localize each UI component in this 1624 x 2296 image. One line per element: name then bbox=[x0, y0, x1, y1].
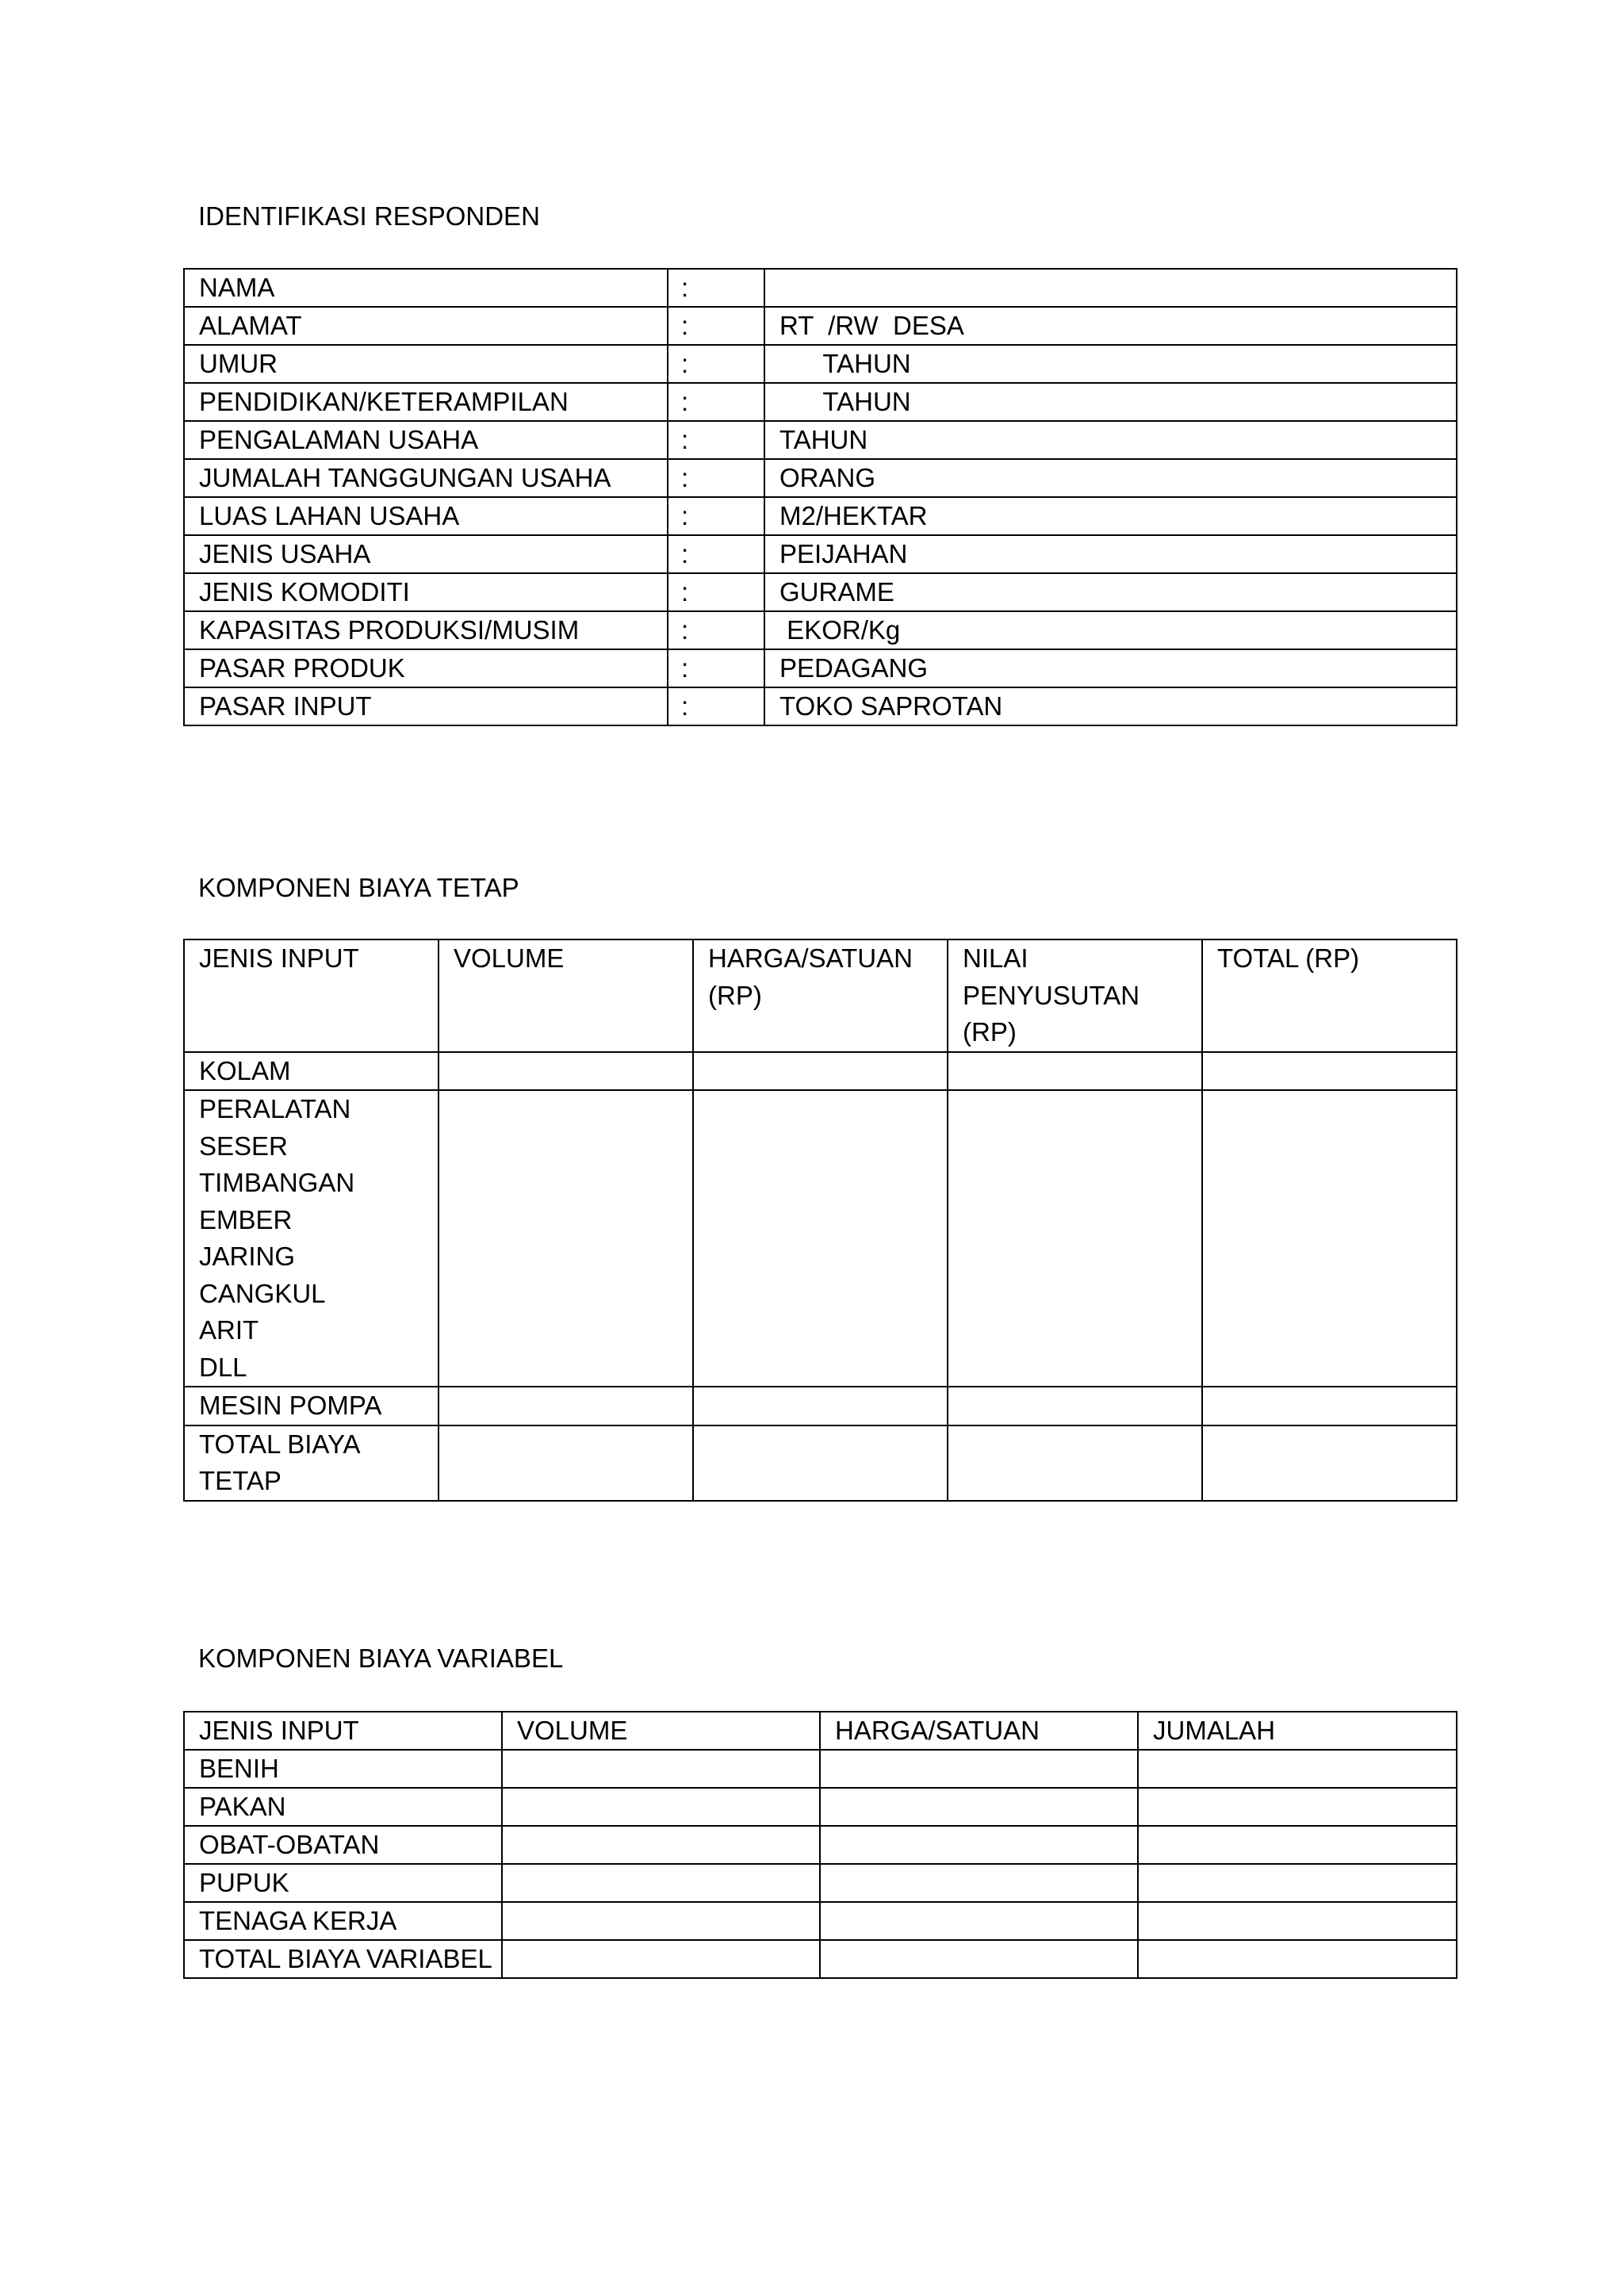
row-label: PUPUK bbox=[184, 1864, 502, 1902]
field-value: PEDAGANG bbox=[764, 649, 1457, 687]
tool-item: PERALATAN bbox=[199, 1094, 351, 1123]
tool-item: SESER bbox=[199, 1131, 288, 1161]
header-harga-satuan bbox=[693, 939, 948, 1052]
row-label-total-biaya-tetap bbox=[184, 1425, 439, 1501]
table-row bbox=[184, 573, 1457, 611]
table-row bbox=[184, 1826, 1457, 1864]
total-label-line: TOTAL BIAYA bbox=[199, 1429, 361, 1459]
cell-harga-satuan bbox=[693, 1425, 948, 1501]
empty-cell bbox=[820, 1826, 1138, 1864]
column-header: VOLUME bbox=[502, 1712, 820, 1750]
table-row bbox=[184, 649, 1457, 687]
field-value: TOKO SAPROTAN bbox=[764, 687, 1457, 725]
cell-total bbox=[1202, 1425, 1457, 1501]
tool-item: ARIT bbox=[199, 1315, 259, 1345]
header-nilai-penyusutan bbox=[948, 939, 1202, 1052]
field-separator: : bbox=[668, 649, 764, 687]
section-title-fixed-costs: KOMPONEN BIAYA TETAP bbox=[198, 873, 519, 902]
field-value: ORANG bbox=[764, 459, 1457, 497]
table-row bbox=[184, 1940, 1457, 1978]
field-separator: : bbox=[668, 383, 764, 421]
variable-costs-header-row bbox=[184, 1712, 1457, 1750]
field-separator: : bbox=[668, 269, 764, 307]
table-row bbox=[184, 1090, 1457, 1387]
empty-cell bbox=[1138, 1826, 1457, 1864]
field-label: JENIS USAHA bbox=[184, 535, 668, 573]
tool-item: TIMBANGAN bbox=[199, 1168, 355, 1197]
table-row bbox=[184, 307, 1457, 345]
header-text: (RP) bbox=[963, 1017, 1017, 1047]
tool-item: CANGKUL bbox=[199, 1278, 326, 1308]
field-label: PASAR PRODUK bbox=[184, 649, 668, 687]
cell-total bbox=[1202, 1387, 1457, 1425]
cell-nilai-penyusutan bbox=[948, 1425, 1202, 1501]
tool-item: EMBER bbox=[199, 1204, 293, 1234]
field-separator: : bbox=[668, 535, 764, 573]
table-row bbox=[184, 1387, 1457, 1425]
variable-costs-table bbox=[183, 1711, 1457, 1979]
field-value: EKOR/Kg bbox=[764, 611, 1457, 649]
row-label: BENIH bbox=[184, 1750, 502, 1788]
field-label: PASAR INPUT bbox=[184, 687, 668, 725]
table-row bbox=[184, 535, 1457, 573]
tool-item: DLL bbox=[199, 1352, 247, 1382]
empty-cell bbox=[820, 1940, 1138, 1978]
table-row bbox=[184, 1425, 1457, 1501]
section-title-variable-costs: KOMPONEN BIAYA VARIABEL bbox=[198, 1644, 564, 1673]
field-separator: : bbox=[668, 611, 764, 649]
field-label: NAMA bbox=[184, 269, 668, 307]
header-text: NILAI bbox=[963, 943, 1028, 973]
cell-total bbox=[1202, 1090, 1457, 1387]
column-header: JENIS INPUT bbox=[184, 1712, 502, 1750]
empty-cell bbox=[502, 1902, 820, 1940]
field-label: LUAS LAHAN USAHA bbox=[184, 497, 668, 535]
total-label-line: TETAP bbox=[199, 1466, 282, 1495]
empty-cell bbox=[502, 1940, 820, 1978]
field-value: TAHUN bbox=[764, 421, 1457, 459]
cell-volume bbox=[439, 1387, 693, 1425]
row-label-peralatan bbox=[184, 1090, 439, 1387]
field-value: TAHUN bbox=[764, 383, 1457, 421]
header-text: TOTAL (RP) bbox=[1217, 943, 1360, 973]
field-value: RT /RW DESA bbox=[764, 307, 1457, 345]
table-row bbox=[184, 383, 1457, 421]
field-separator: : bbox=[668, 687, 764, 725]
table-row bbox=[184, 1864, 1457, 1902]
cell-nilai-penyusutan bbox=[948, 1052, 1202, 1091]
empty-cell bbox=[502, 1826, 820, 1864]
row-label-mesin-pompa: MESIN POMPA bbox=[184, 1387, 439, 1425]
cell-volume bbox=[439, 1090, 693, 1387]
empty-cell bbox=[1138, 1750, 1457, 1788]
table-row bbox=[184, 1750, 1457, 1788]
field-value: TAHUN bbox=[764, 345, 1457, 383]
table-row bbox=[184, 459, 1457, 497]
header-text: JENIS INPUT bbox=[199, 943, 359, 973]
cell-nilai-penyusutan bbox=[948, 1387, 1202, 1425]
field-separator: : bbox=[668, 421, 764, 459]
cell-nilai-penyusutan bbox=[948, 1090, 1202, 1387]
cell-volume bbox=[439, 1052, 693, 1091]
empty-cell bbox=[1138, 1902, 1457, 1940]
empty-cell bbox=[502, 1864, 820, 1902]
empty-cell bbox=[820, 1864, 1138, 1902]
field-value bbox=[764, 269, 1457, 307]
fixed-costs-header-row bbox=[184, 939, 1457, 1052]
fixed-costs-table bbox=[183, 939, 1457, 1502]
header-total bbox=[1202, 939, 1457, 1052]
table-row bbox=[184, 1052, 1457, 1091]
empty-cell bbox=[820, 1788, 1138, 1826]
tool-item: JARING bbox=[199, 1242, 296, 1271]
identification-table bbox=[183, 268, 1457, 726]
cell-volume bbox=[439, 1425, 693, 1501]
header-jenis-input bbox=[184, 939, 439, 1052]
header-text: PENYUSUTAN bbox=[963, 980, 1140, 1010]
field-separator: : bbox=[668, 459, 764, 497]
field-label: JUMALAH TANGGUNGAN USAHA bbox=[184, 459, 668, 497]
cell-harga-satuan bbox=[693, 1052, 948, 1091]
field-label: PENDIDIKAN/KETERAMPILAN bbox=[184, 383, 668, 421]
table-row bbox=[184, 1902, 1457, 1940]
field-separator: : bbox=[668, 345, 764, 383]
column-header: JUMALAH bbox=[1138, 1712, 1457, 1750]
field-value: GURAME bbox=[764, 573, 1457, 611]
empty-cell bbox=[502, 1750, 820, 1788]
empty-cell bbox=[502, 1788, 820, 1826]
row-label: TOTAL BIAYA VARIABEL bbox=[184, 1940, 502, 1978]
field-separator: : bbox=[668, 307, 764, 345]
table-row bbox=[184, 421, 1457, 459]
field-label: KAPASITAS PRODUKSI/MUSIM bbox=[184, 611, 668, 649]
field-label: PENGALAMAN USAHA bbox=[184, 421, 668, 459]
row-label: PAKAN bbox=[184, 1788, 502, 1826]
field-label: JENIS KOMODITI bbox=[184, 573, 668, 611]
field-separator: : bbox=[668, 497, 764, 535]
table-row bbox=[184, 497, 1457, 535]
cell-total bbox=[1202, 1052, 1457, 1091]
field-value: PEIJAHAN bbox=[764, 535, 1457, 573]
cell-harga-satuan bbox=[693, 1387, 948, 1425]
cell-harga-satuan bbox=[693, 1090, 948, 1387]
row-label: OBAT-OBATAN bbox=[184, 1826, 502, 1864]
field-label: UMUR bbox=[184, 345, 668, 383]
empty-cell bbox=[1138, 1864, 1457, 1902]
table-row bbox=[184, 1788, 1457, 1826]
table-row bbox=[184, 269, 1457, 307]
header-text: (RP) bbox=[708, 980, 762, 1010]
field-separator: : bbox=[668, 573, 764, 611]
table-row bbox=[184, 687, 1457, 725]
empty-cell bbox=[820, 1750, 1138, 1788]
empty-cell bbox=[1138, 1788, 1457, 1826]
empty-cell bbox=[820, 1902, 1138, 1940]
header-text: HARGA/SATUAN bbox=[708, 943, 913, 973]
header-volume bbox=[439, 939, 693, 1052]
column-header: HARGA/SATUAN bbox=[820, 1712, 1138, 1750]
header-text: VOLUME bbox=[454, 943, 565, 973]
table-row bbox=[184, 611, 1457, 649]
field-label: ALAMAT bbox=[184, 307, 668, 345]
row-label-kolam: KOLAM bbox=[184, 1052, 439, 1091]
row-label: TENAGA KERJA bbox=[184, 1902, 502, 1940]
empty-cell bbox=[1138, 1940, 1457, 1978]
section-title-identification: IDENTIFIKASI RESPONDEN bbox=[198, 201, 540, 231]
field-value: M2/HEKTAR bbox=[764, 497, 1457, 535]
table-row bbox=[184, 345, 1457, 383]
